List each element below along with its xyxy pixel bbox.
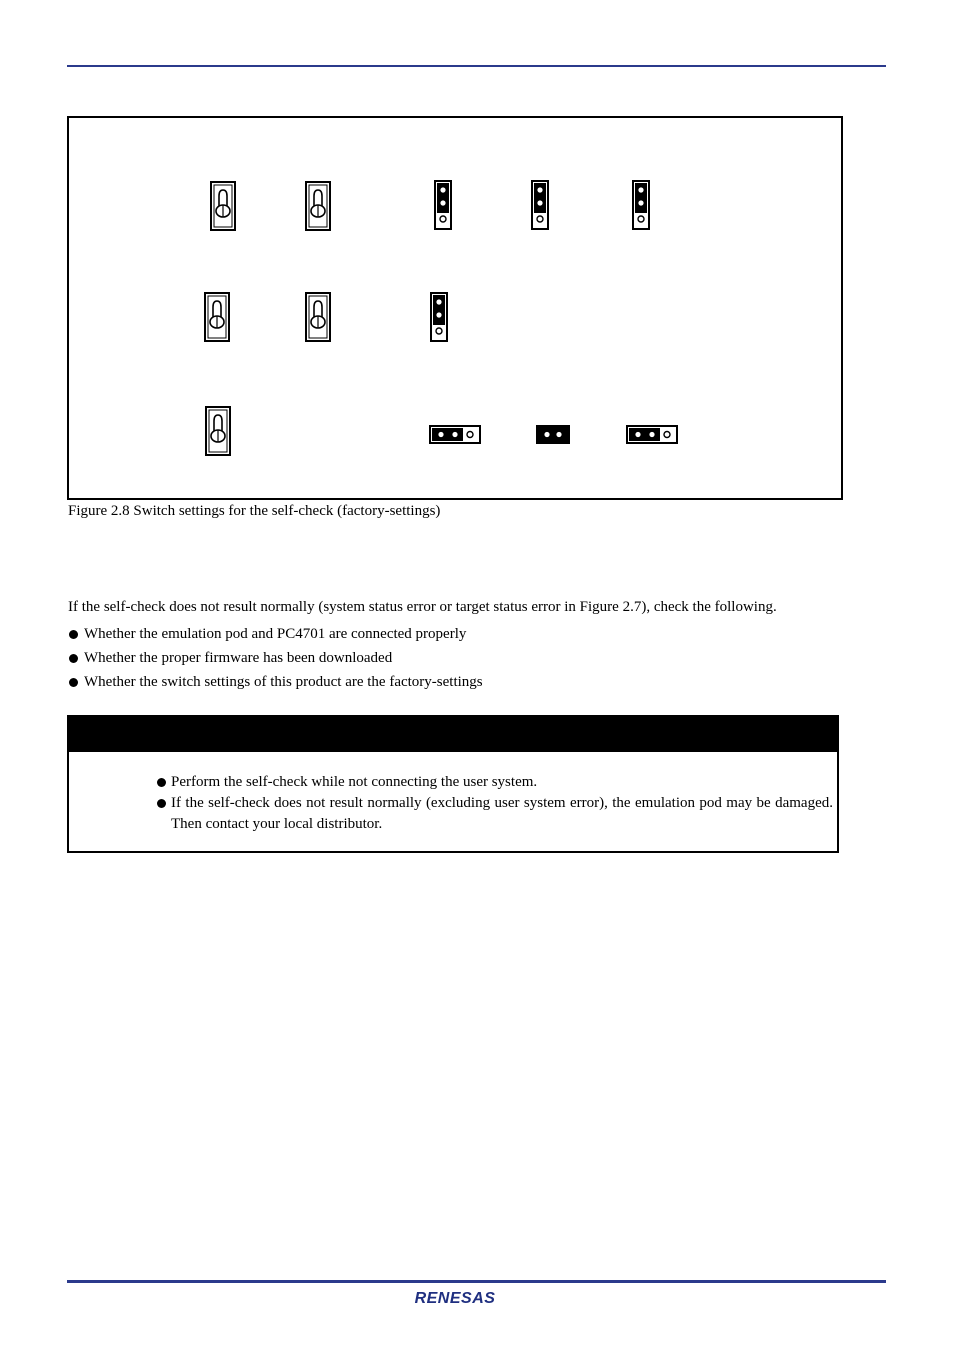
note-header-bar	[69, 717, 837, 752]
bullet-icon	[69, 678, 78, 687]
list-item: Perform the self-check while not connecting the user system.	[157, 772, 833, 793]
jumper-switch	[435, 181, 451, 229]
bullet-icon	[69, 654, 78, 663]
jumper-switch	[431, 293, 447, 341]
toggle-switch	[211, 182, 235, 230]
bullet-icon	[69, 630, 78, 639]
list-item: Whether the emulation pod and PC4701 are connected properly	[68, 622, 483, 646]
jumper-switch	[532, 181, 548, 229]
bullet-icon	[157, 778, 166, 787]
check-list	[68, 622, 483, 694]
toggle-switch	[306, 293, 330, 341]
switch-diagram	[69, 118, 841, 498]
jumper-switch	[537, 426, 569, 443]
important-note-box	[67, 715, 839, 853]
list-item: If the self-check does not result normally (excluding user system error), the emulation pod may be damaged. Then contact your local distributor.	[157, 793, 833, 835]
jumper-switch	[627, 426, 677, 443]
jumper-switch	[633, 181, 649, 229]
intro-paragraph: If the self-check does not result normally (system status error or target status error in Figure 2.7), check the following.	[68, 599, 777, 615]
jumper-switch	[430, 426, 480, 443]
svg-text:RENESAS: RENESAS	[414, 1290, 496, 1307]
bullet-icon	[157, 799, 166, 808]
footer-rule	[67, 1280, 886, 1283]
toggle-switch	[205, 293, 229, 341]
list-item: Whether the switch settings of this product are the factory-settings	[68, 670, 483, 694]
header-rule	[67, 65, 886, 67]
toggle-switch	[206, 407, 230, 455]
switch-settings-figure	[67, 116, 843, 500]
figure-caption: Figure 2.8 Switch settings for the self-check (factory-settings)	[68, 503, 441, 519]
toggle-switch	[306, 182, 330, 230]
list-item: Whether the proper firmware has been downloaded	[68, 646, 483, 670]
note-list	[157, 772, 833, 835]
renesas-logo	[398, 1287, 512, 1307]
